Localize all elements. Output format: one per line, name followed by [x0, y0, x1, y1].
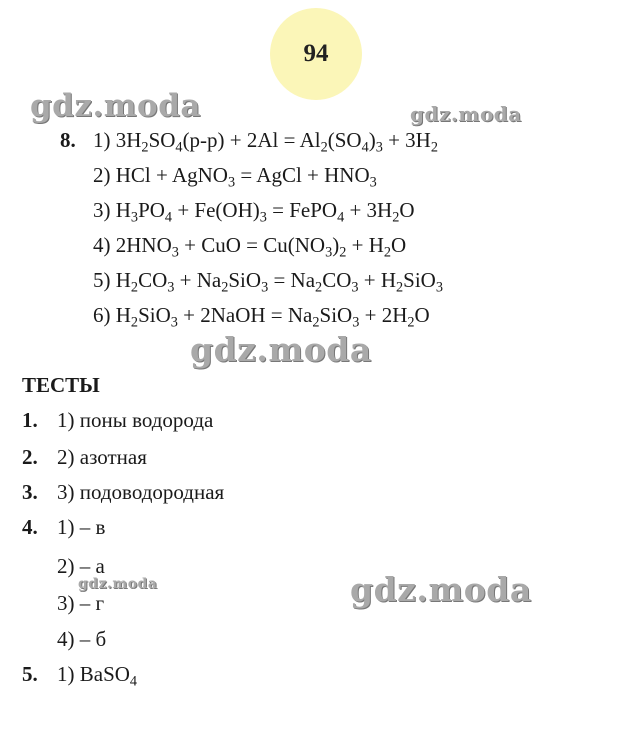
- equation-label: 2): [93, 163, 111, 187]
- equation-formula: $H_3PO_4 + Fe(OH)_3$ = FePO$_4$ + $3H_2O$: [115, 198, 415, 226]
- watermark: gdz.moda: [350, 570, 532, 609]
- test-item: [22, 517, 105, 538]
- equation-label: 6): [93, 303, 111, 327]
- test-answer: 2) азотная: [57, 445, 147, 469]
- test-number: 3.: [22, 480, 38, 504]
- test-answer: 3) – г: [57, 591, 105, 615]
- equation-label: 3): [93, 198, 111, 222]
- test-answer: 1) BaSO$_4$: [57, 662, 138, 690]
- equation-formula: $3H_2SO_4(р-р) + 2Al = Al_2(SO_4)_3 + 3H_2$: [115, 128, 438, 156]
- test-item: [22, 447, 147, 468]
- equation-line: [93, 198, 415, 226]
- test-number: 4.: [22, 515, 38, 539]
- test-number: 5.: [22, 662, 38, 686]
- watermark: gdz.moda: [78, 576, 158, 592]
- test-answer: 3) подоводородная: [57, 480, 225, 504]
- test-item: [22, 410, 213, 431]
- equation-formula: $H_2SiO_3$ + 2NaOH = $Na_2SiO_3 + 2H_2O$: [115, 303, 430, 331]
- tests-heading: ТЕСТЫ: [22, 373, 100, 397]
- equation-formula: $H_2CO_3 + Na_2SiO_3 = Na_2CO_3 + H_2SiO_3$: [115, 268, 443, 296]
- equation-line: [93, 303, 430, 331]
- watermark: gdz.moda: [190, 330, 372, 369]
- test-answer: 1) поны водорода: [57, 408, 214, 432]
- equation-formula: $2HNO_3$ + CuO = $Cu(NO_3)_2 + H_2O$: [115, 233, 407, 261]
- equation-label: 1): [93, 128, 111, 152]
- page-number: 94: [303, 40, 329, 67]
- equation-formula: HCl + AgNO$_3$ = AgCl + $HNO_3$: [115, 163, 377, 191]
- equation-line: [93, 268, 443, 296]
- test-number: 2.: [22, 445, 38, 469]
- test-item: [22, 482, 224, 503]
- exercise-number: 8.: [60, 128, 76, 152]
- equation-label: 5): [93, 268, 111, 292]
- test-answer: 2) – а: [57, 554, 105, 578]
- equation-line: [93, 233, 407, 261]
- equation-label: 4): [93, 233, 111, 257]
- page-number-badge: [270, 8, 362, 100]
- watermark: gdz.moda: [410, 102, 522, 126]
- equation-line: [93, 163, 377, 191]
- watermark: gdz.moda: [30, 88, 201, 124]
- test-number: 1.: [22, 408, 38, 432]
- test-item: [22, 662, 138, 690]
- equation-line: [60, 128, 438, 156]
- test-answer: 4) – б: [57, 627, 107, 651]
- test-answer: 1) – в: [57, 515, 106, 539]
